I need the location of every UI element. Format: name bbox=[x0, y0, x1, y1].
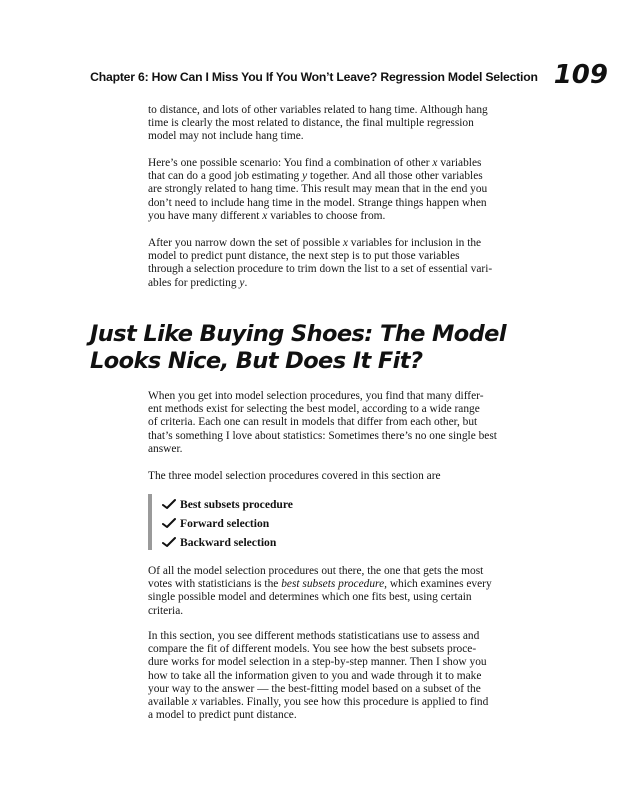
text-line: you have many different x variables to choose from. bbox=[148, 209, 386, 222]
text-line: available x variables. Finally, you see how this procedure is applied to find bbox=[148, 696, 489, 709]
page-number: 109 bbox=[553, 60, 608, 90]
checkmark-icon bbox=[162, 498, 176, 510]
paragraph-best-subsets bbox=[148, 565, 552, 618]
paragraph-this-section bbox=[148, 630, 552, 722]
text-line: When you get into model selection procedures, you find that many differ- bbox=[148, 390, 484, 402]
text-line: ent methods exist for selecting the best model, according to a wide range bbox=[148, 403, 480, 416]
text-line: a model to predict punt distance. bbox=[148, 709, 297, 722]
text-line: model may not include hang time. bbox=[148, 130, 304, 143]
text-line: compare the fit of different models. You see how the best subsets proce- bbox=[148, 643, 477, 656]
checkmark-icon bbox=[162, 536, 176, 548]
list-item: Forward selection bbox=[162, 514, 269, 532]
text-line: single possible model and determines which one fits best, using certain bbox=[148, 591, 472, 604]
section-heading: Just Like Buying Shoes: The Model Looks Nice, But Does It Fit? bbox=[90, 321, 506, 374]
paragraph-three-procedures bbox=[148, 470, 552, 483]
text-line: don’t need to include hang time in the model. Strange things happen when bbox=[148, 196, 487, 209]
text-line: After you narrow down the set of possible x variables for inclusion in the bbox=[148, 237, 482, 249]
text-line: The three model selection procedures covered in this section are bbox=[148, 470, 441, 482]
checkmark-icon bbox=[162, 517, 176, 529]
list-item: Backward selection bbox=[162, 533, 276, 551]
text-line: Here’s one possible scenario: You find a combination of other x variables bbox=[148, 157, 482, 169]
paragraph-scenario bbox=[148, 157, 552, 223]
text-line: criteria. bbox=[148, 604, 184, 617]
text-line: answer. bbox=[148, 442, 183, 455]
text-line: are strongly related to hang time. This result may mean that in the end you bbox=[148, 183, 488, 196]
text-line: how to take all the information given to you and wade through it to make bbox=[148, 669, 482, 682]
chapter-title: Chapter 6: How Can I Miss You If You Won’t Leave? Regression Model Selection bbox=[90, 70, 538, 84]
paragraph-hang-time bbox=[148, 104, 552, 144]
text-line: time is clearly the most related to distance, the final multiple regression bbox=[148, 117, 474, 130]
list-item: Best subsets procedure bbox=[162, 495, 293, 513]
text-line: your way to the answer — the best-fitting model based on a subset of the bbox=[148, 682, 481, 695]
text-line: of criteria. Each one can result in models that differ from each other, but bbox=[148, 416, 478, 429]
text-line: ables for predicting y. bbox=[148, 276, 248, 289]
text-line: through a selection procedure to trim down the list to a set of essential vari- bbox=[148, 263, 493, 276]
text-line: to distance, and lots of other variables related to hang time. Although hang bbox=[148, 104, 488, 116]
text-line: Of all the model selection procedures out there, the one that gets the most bbox=[148, 565, 484, 577]
text-line: model to predict punt distance, the next step is to put those variables bbox=[148, 250, 460, 263]
text-line: votes with statisticians is the best subsets procedure, which examines every bbox=[148, 578, 492, 591]
text-line: In this section, you see different methods statisticatians use to assess and bbox=[148, 630, 480, 642]
paragraph-narrow-down bbox=[148, 237, 552, 290]
running-header bbox=[88, 58, 608, 88]
text-line: dure works for model selection in a step-by-step manner. Then I show you bbox=[148, 656, 487, 669]
bullet-list bbox=[148, 494, 452, 550]
text-line: that’s something I love about statistics: Sometimes there’s no one single best bbox=[148, 429, 497, 442]
text-line: that can do a good job estimating y together. And all those other variables bbox=[148, 170, 483, 183]
paragraph-intro bbox=[148, 390, 552, 456]
